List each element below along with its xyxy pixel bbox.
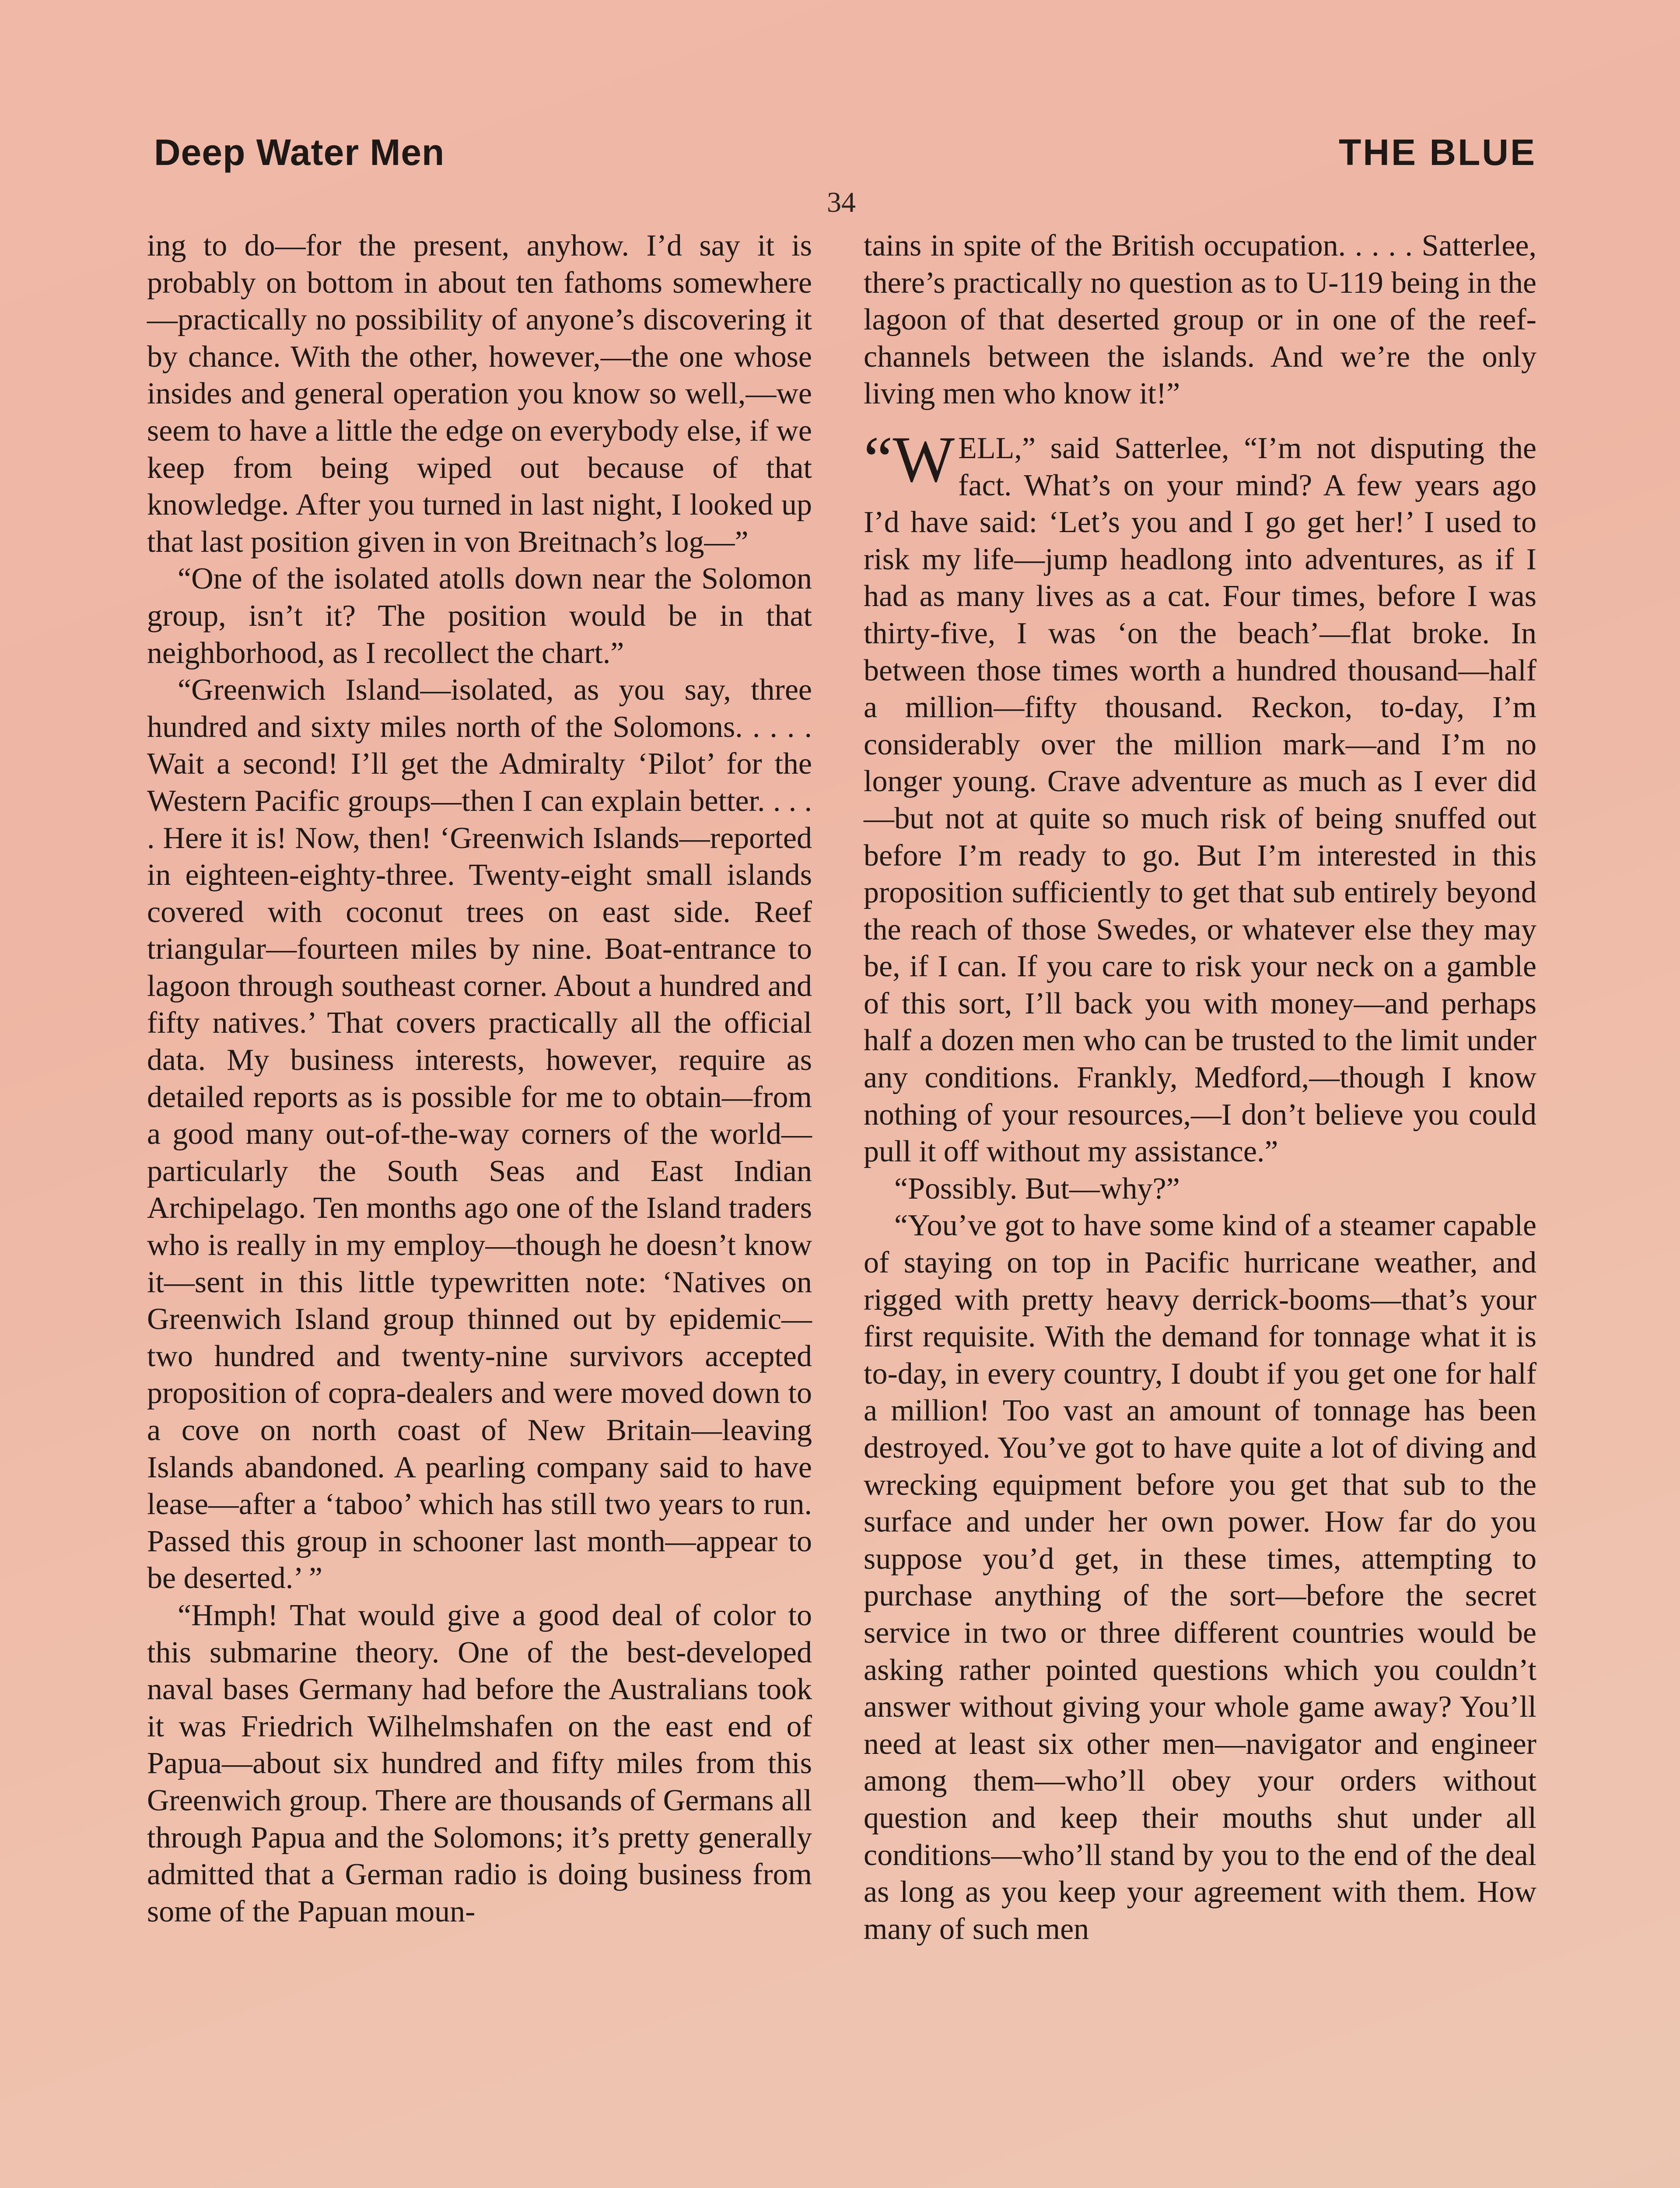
paragraph: “You’ve got to have some kind of a steamer capable of staying on top in Pacific hurricane weather, and rigged with pretty heavy derrick-booms—that’s your first requisite. With the demand for tonnage what it is to-day, in every country, I doubt if you get one for half a million! Too vast an amount of tonnage has been destroyed. You’ve got to have quite a lot of diving and wrecking equipment before you get that sub to the surface and under her own power. How far do you suppose you’d get, in these times, attempting to purchase anything of the sort—before the secret service in two or three different countries would be asking rather pointed questions which you couldn’t answer without giving your whole game away? You’ll need at least six other men—navigator and engineer among them—who’ll obey your orders without question and keep their mouths shut under all conditions—who’ll stand by you to the end of the deal as long as you keep your agreement with them. How many of such men xyxy=(864,1209,1536,1946)
paragraph: ing to do—for the present, anyhow. I’d say it is probably on bottom in about ten fathoms somewhere—practically no possibility of anyone’s discovering it by chance. With the other, however,—the one whose insides and general operation you know so well,—we seem to have a little the edge on everybody else, if we keep from being wiped out because of that knowledge. After you turned in last night, I looked up that last position given in von Breitnach’s log—” xyxy=(147,229,812,559)
drop-cap: “W xyxy=(864,423,955,496)
paragraph: “Hmph! That would give a good deal of color to this submarine theory. One of the best-developed naval bases Germany had before the Australians took it was Friedrich Wilhelmshafen on the east end of Papua—about six hundred and fifty miles from this Greenwich group. There are thousands of Germans all through Papua and the Solomons; it’s pretty generally admitted that a German radio is doing business from some of the Papuan moun- xyxy=(147,1598,812,1929)
paragraph: “Greenwich Island—isolated, as you say, three hundred and sixty miles north of the Solomons. . . . . Wait a second! I’ll get the Admiralty ‘Pilot’ for the Western Pacific groups—then I can explain better. . . . . Here it is! Now, then! ‘Greenwich Islands—reported in eighteen-eighty-three. Twenty-eight small islands covered with coconut trees on east side. Reef triangular—fourteen miles by nine. Boat-entrance to lagoon through southeast corner. About a hundred and fifty natives.’ That covers practically all the official data. My business interests, however, require as detailed reports as is possible for me to obtain—from a good many out-of-the-way corners of the world—particularly the South Seas and East Indian Archipelago. Ten months ago one of the Island traders who is really in my employ—though he doesn’t know it—sent in this little typewritten note: ‘Natives on Greenwich Island group thinned out by epidemic—two hundred and twenty-nine survivors accepted proposition of copra-dealers and were moved down to a cove on north coast of New Britain—leaving Islands abandoned. A pearling company said to have lease—after a ‘taboo’ which has still two years to run. Passed this group in schooner last month—appear to be deserted.’ ” xyxy=(147,673,812,1595)
paragraph: tains in spite of the British occupation. . . . . Satterlee, there’s practically no question as to U-119 being in the lagoon of that deserted group or in one of the reef-channels between the islands. And we’re the only living men who know it!” xyxy=(864,229,1536,411)
left-column xyxy=(147,228,812,1930)
dropcap-paragraph-text: ELL,” said Satterlee, “I’m not disputing the fact. What’s on your mind? A few years ago I’d have said: ‘Let’s you and I go get her!’ I used to risk my life—jump headlong into adventures, as if I had as many lives as a cat. Four times, before I was thirty-five, I was ‘on the beach’—flat broke. In between those times worth a hundred thousand—half a million—fifty thousand. Reckon, to-day, I’m considerably over the million mark—and I’m no longer young. Crave adventure as much as I ever did—but not at quite so much risk of being snuffed out before I’m ready to go. But I’m interested in this proposition sufficiently to get that sub entirely beyond the reach of those Swedes, or whatever else they may be, if I can. If you care to risk your neck on a gamble of this sort, I’ll back you with money—and perhaps half a dozen men who can be trusted to the limit under any conditions. Frankly, Medford,—though I know nothing of your resources,—I don’t believe you could pull it off without my assistance.” xyxy=(864,431,1536,1169)
paragraph: “One of the isolated atolls down near the Solomon group, isn’t it? The position would be in that neighborhood, as I recollect the chart.” xyxy=(147,562,812,670)
running-head-left: Deep Water Men xyxy=(154,132,445,173)
page-number: 34 xyxy=(827,186,856,218)
right-column xyxy=(864,228,1536,1948)
dropcap-paragraph xyxy=(864,423,1536,1171)
running-head-right: THE BLUE xyxy=(1339,132,1536,173)
paragraph: “Possibly. But—why?” xyxy=(894,1171,1180,1206)
